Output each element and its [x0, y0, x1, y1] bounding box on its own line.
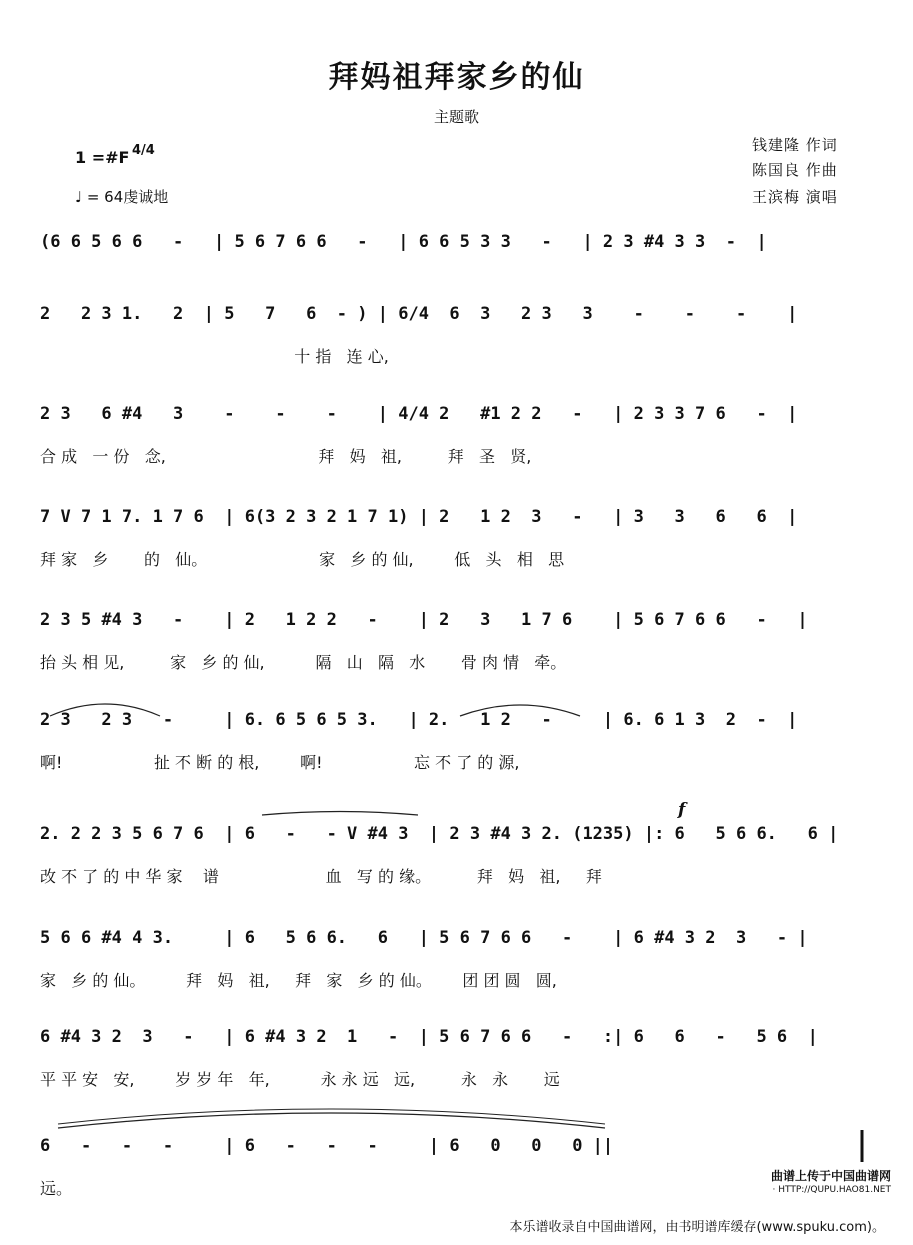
lyrics-line: 家 乡 的 仙。 拜 妈 祖, 拜 家 乡 的 仙。 团 团 圆 圆,	[40, 971, 557, 990]
notation-line: 7 V 7 1 7. 1 7 6 | 6(3 2 3 2 1 7 1) | 2 1 2 3 - | 3 3 6 6 |	[40, 507, 798, 527]
lyrics-line: 抬 头 相 见, 家 乡 的 仙, 隔 山 隔 水 骨 肉 情 牵。	[40, 653, 567, 672]
credit-performer: 王滨梅 演唱	[752, 188, 838, 206]
lyrics-line: 啊! 扯 不 断 的 根, 啊! 忘 不 了 的 源,	[40, 753, 520, 772]
time-signature: 4/4	[132, 143, 155, 158]
notation-line: 2 3 2 3 - | 6. 6 5 6 5 3. | 2. 1 2 - | 6. 6 1 3 2 - |	[40, 710, 798, 730]
notation-line: (6 6 5 6 6 - | 5 6 7 6 6 - | 6 6 5 3 3 - | 2 3 #4 3 3 - |	[40, 232, 767, 252]
key-signature: 1 =#F	[75, 148, 130, 167]
credit-lyricist: 钱建隆 作词	[752, 136, 838, 154]
dynamic-forte: f	[678, 800, 686, 820]
tempo-marking: ♩ = 64虔诚地	[75, 188, 169, 206]
song-title: 拜妈祖拜家乡的仙	[328, 60, 585, 95]
notation-line: 2 3 6 #4 3 - - - | 4/4 2 #1 2 2 - | 2 3 3 7 6 - |	[40, 404, 798, 424]
lyrics-line: 十 指 连 心,	[40, 347, 389, 366]
watermark-stamp	[771, 1169, 891, 1197]
notation-line: 2 3 5 #4 3 - | 2 1 2 2 - | 2 3 1 7 6 | 5 6 7 6 6 - |	[40, 610, 808, 630]
notation-line: 2 2 3 1. 2 | 5 7 6 - ) | 6/4 6 3 2 3 3 - - - |	[40, 304, 798, 324]
song-subtitle: 主题歌	[433, 108, 479, 126]
lyrics-line: 拜 家 乡 的 仙。 家 乡 的 仙, 低 头 相 思	[40, 550, 565, 569]
notation-line: 2. 2 2 3 5 6 7 6 | 6 - - V #4 3 | 2 3 #4 3 2. (1235) |: 6 5 6 6. 6 |	[40, 824, 839, 844]
notation-line: 5 6 6 #4 4 3. | 6 5 6 6. 6 | 5 6 7 6 6 - | 6 #4 3 2 3 - |	[40, 928, 808, 948]
stamp-line-1: 曲谱上传于中国曲谱网	[770, 1169, 891, 1183]
lyrics-line: 远。	[40, 1179, 73, 1198]
lyrics-line: 合 成 一 份 念, 拜 妈 祖, 拜 圣 贤,	[40, 447, 532, 466]
credit-composer: 陈国良 作曲	[752, 161, 838, 179]
lyrics-line: 平 平 安 安, 岁 岁 年 年, 永 永 远 远, 永 永 远	[40, 1070, 560, 1089]
notation-line: 6 - - - | 6 - - - | 6 0 0 0 ||	[40, 1136, 614, 1156]
notation-line: 6 #4 3 2 3 - | 6 #4 3 2 1 - | 5 6 7 6 6 - :| 6 6 - 5 6 |	[40, 1027, 818, 1047]
footer-note: 本乐谱收录自中国曲谱网，由书明谱库缓存(www.spuku.com)。	[509, 1220, 885, 1235]
stamp-line-2: · HTTP://QUPU.HAO81.NET	[772, 1185, 891, 1195]
lyrics-line: 改 不 了 的 中 华 家 谱 血 写 的 缘。 拜 妈 祖, 拜	[40, 867, 602, 886]
